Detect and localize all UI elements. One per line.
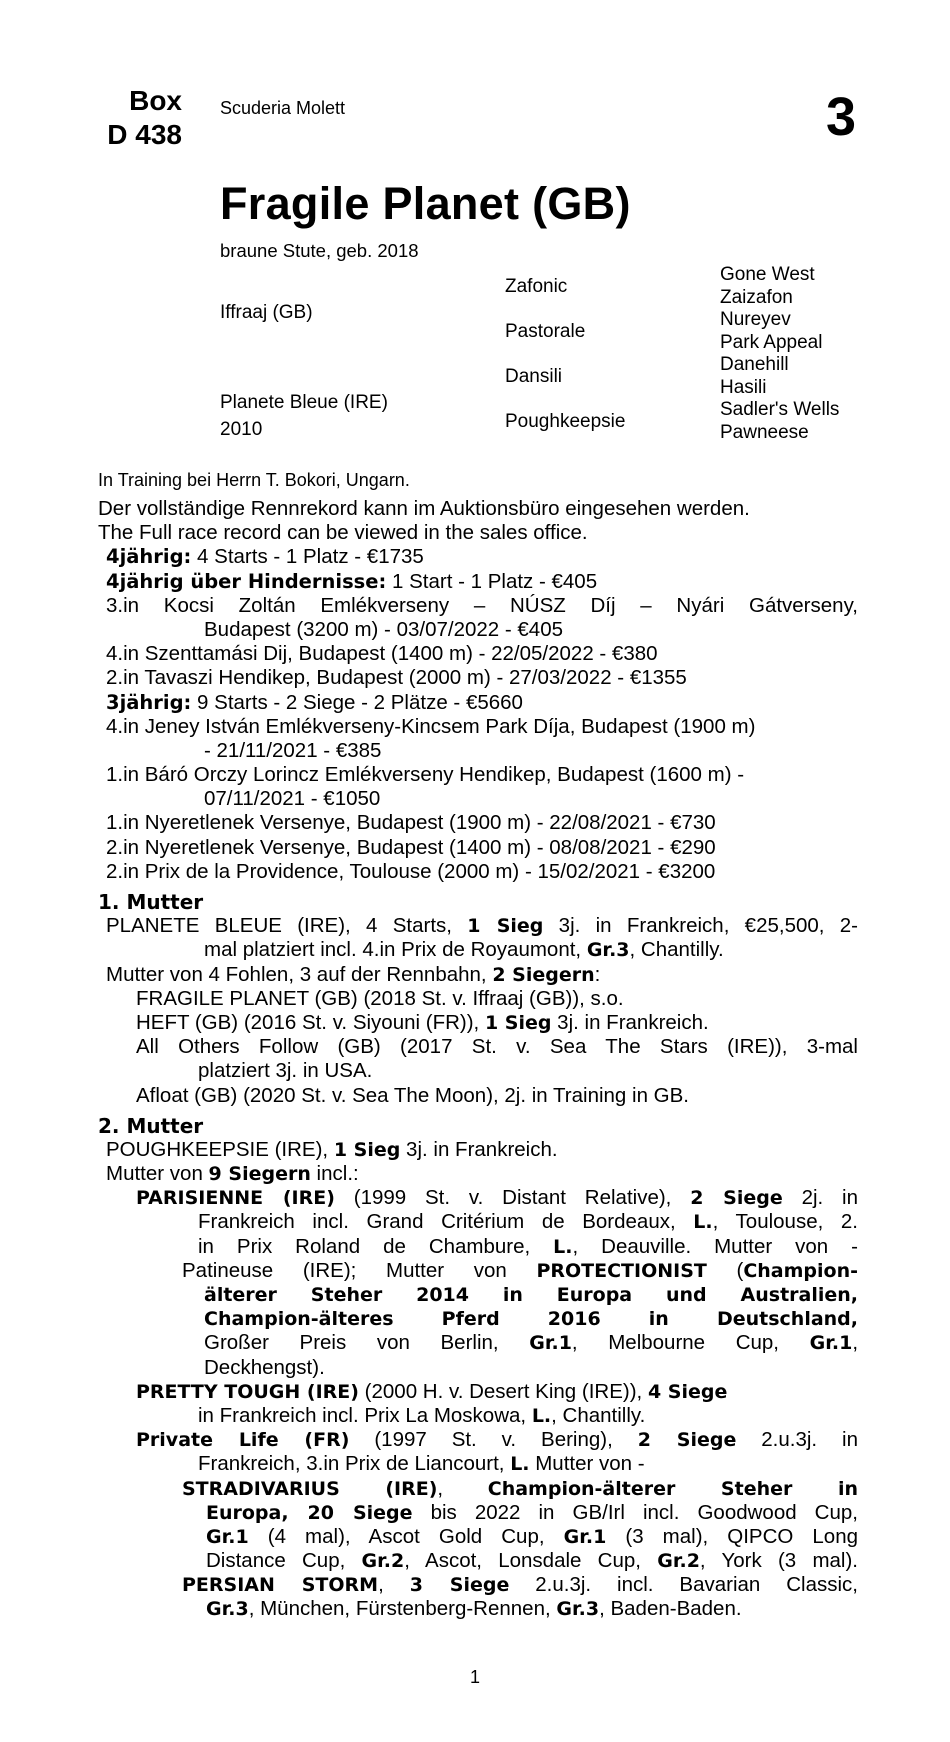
pedigree-gen3-7: Sadler's Wells <box>720 399 840 420</box>
page-number: 1 <box>469 1667 480 1687</box>
dam2-line: in Prix Roland de Chambure, L., Deauville. Mutter von - <box>198 1234 858 1258</box>
dam2-line: PERSIAN STORM, 3 Siege 2.u.3j. incl. Bavarian Classic, <box>182 1573 858 1597</box>
record-line: Budapest (3200 m) - 03/07/2022 - €405 <box>204 617 563 641</box>
dam1-line: mal platziert incl. 4.in Prix de Royaumont, Gr.3, Chantilly. <box>204 938 724 962</box>
lot-number: 3 <box>825 87 856 147</box>
dam2-line: Großer Preis von Berlin, Gr.1, Melbourne Cup, Gr.1, <box>204 1331 858 1355</box>
dam1-heading: 1. Mutter <box>98 890 204 914</box>
record-line: 07/11/2021 - €1050 <box>204 787 381 811</box>
dam1-line: PLANETE BLEUE (IRE), 4 Starts, 1 Sieg 3j. in Frankreich, €25,500, 2- <box>106 914 858 938</box>
pedigree-gen3-4: Park Appeal <box>720 332 823 353</box>
dam2-line: Gr.3, München, Fürstenberg-Rennen, Gr.3, Baden-Baden. <box>206 1597 742 1621</box>
pedigree-sire: Iffraaj (GB) <box>220 302 313 323</box>
record-line: 1.in Nyeretlenek Versenye, Budapest (1900 m) - 22/08/2021 - €730 <box>106 811 716 835</box>
dam2-line: Champion-älteres Pferd 2016 in Deutschland, <box>204 1308 858 1331</box>
dam2-line: Patineuse (IRE); Mutter von PROTECTIONIST (Champion- <box>182 1258 858 1282</box>
dam1-line: FRAGILE PLANET (GB) (2018 St. v. Iffraaj (GB)), s.o. <box>136 986 624 1010</box>
dam2-line: STRADIVARIUS (IRE), Champion-älterer Steher in <box>182 1476 858 1500</box>
record-note-en: The Full race record can be viewed in the sales office. <box>98 521 588 545</box>
record-line: 4.in Szenttamási Dij, Budapest (1400 m) - 22/05/2022 - €380 <box>106 642 658 666</box>
box-number: D 438 <box>107 119 182 150</box>
dam2-line: Distance Cup, Gr.2, Ascot, Lonsdale Cup, Gr.2, York (3 mal). <box>206 1549 858 1573</box>
dam1-line: Afloat (GB) (2020 St. v. Sea The Moon), 2j. in Training in GB. <box>136 1083 689 1107</box>
dam1-line: Mutter von 4 Fohlen, 3 auf der Rennbahn, 2 Siegern: <box>106 962 601 986</box>
pedigree-dam-year: 2010 <box>220 419 263 440</box>
dam2-line: Frankreich, 3.in Prix de Liancourt, L. Mutter von - <box>198 1452 645 1476</box>
record-note-de: Der vollständige Rennrekord kann im Auktionsbüro eingesehen werden. <box>98 497 750 520</box>
pedigree-gen2-3: Dansili <box>505 366 563 387</box>
dam1-line: HEFT (GB) (2016 St. v. Siyouni (FR)), 1 Sieg 3j. in Frankreich. <box>136 1010 709 1034</box>
record-line: 2.in Tavaszi Hendikep, Budapest (2000 m) - 27/03/2022 - €1355 <box>106 666 687 690</box>
dam2-line: Mutter von 9 Siegern incl.: <box>106 1162 359 1186</box>
record-line: 2.in Nyeretlenek Versenye, Budapest (1400 m) - 08/08/2021 - €290 <box>106 835 716 859</box>
pedigree-gen3-5: Danehill <box>720 354 789 375</box>
dam2-line: Gr.1 (4 mal), Ascot Gold Cup, Gr.1 (3 mal), QIPCO Long <box>206 1524 858 1548</box>
pedigree-gen2-1: Zafonic <box>505 276 568 297</box>
pedigree-gen3-8: Pawneese <box>720 422 809 443</box>
pedigree-gen2-4: Poughkeepsie <box>505 411 626 432</box>
pedigree-gen3-2: Zaizafon <box>720 287 793 308</box>
horse-name: Fragile Planet (GB) <box>220 178 631 229</box>
pedigree-gen3-1: Gone West <box>720 264 815 285</box>
record-line: - 21/11/2021 - €385 <box>204 738 382 762</box>
dam2-line: Europa, 20 Siege bis 2022 in GB/Irl incl. Goodwood Cup, <box>206 1500 858 1524</box>
owner-name: Scuderia Molett <box>220 98 346 118</box>
dam2-line: PRETTY TOUGH (IRE) (2000 H. v. Desert King (IRE)), 4 Siege <box>136 1379 728 1403</box>
dam2-line: Frankreich incl. Grand Critérium de Bordeaux, L., Toulouse, 2. <box>198 1210 858 1234</box>
pedigree-gen3-6: Hasili <box>720 377 767 398</box>
dam2-line: POUGHKEEPSIE (IRE), 1 Sieg 3j. in Frankreich. <box>106 1137 558 1161</box>
dam1-line: platziert 3j. in USA. <box>198 1059 373 1083</box>
record-line: 1.in Báró Orczy Lorincz Emlékverseny Hendikep, Budapest (1600 m) - <box>106 763 745 787</box>
record-line: 3jährig: 9 Starts - 2 Siege - 2 Plätze - €5660 <box>106 690 523 714</box>
pedigree-gen2-2: Pastorale <box>505 321 586 342</box>
record-line: 4jährig über Hindernisse: 1 Start - 1 Platz - €405 <box>106 569 598 593</box>
dam2-line: PARISIENNE (IRE) (1999 St. v. Distant Relative), 2 Siege 2j. in <box>136 1186 858 1210</box>
dam1-line: All Others Follow (GB) (2017 St. v. Sea The Stars (IRE)), 3-mal <box>136 1035 858 1059</box>
race-record-text <box>98 497 858 1622</box>
record-line: 3.in Kocsi Zoltán Emlékverseny – NÚSZ Díj – Nyári Gátverseny, <box>106 593 858 617</box>
dam2-line: in Frankreich incl. Prix La Moskowa, L., Chantilly. <box>198 1403 646 1427</box>
dam2-heading: 2. Mutter <box>98 1113 204 1138</box>
box-label: Box <box>129 85 182 116</box>
pedigree-dam: Planete Bleue (IRE) <box>220 392 388 413</box>
record-line: 2.in Prix de la Providence, Toulouse (2000 m) - 15/02/2021 - €3200 <box>106 859 716 883</box>
record-line: 4jährig: 4 Starts - 1 Platz - €1735 <box>106 545 424 569</box>
record-line: 4.in Jeney István Emlékverseny-Kincsem Park Díja, Budapest (1900 m) <box>106 714 756 738</box>
horse-description: braune Stute, geb. 2018 <box>220 240 419 261</box>
dam2-line: Deckhengst). <box>204 1355 325 1379</box>
dam2-line: Private Life (FR) (1997 St. v. Bering), 2 Siege 2.u.3j. in <box>136 1428 858 1452</box>
pedigree-gen3-3: Nureyev <box>720 309 791 330</box>
training-note: In Training bei Herrn T. Bokori, Ungarn. <box>98 470 410 490</box>
dam2-line: älterer Steher 2014 in Europa und Australien, <box>204 1284 858 1306</box>
